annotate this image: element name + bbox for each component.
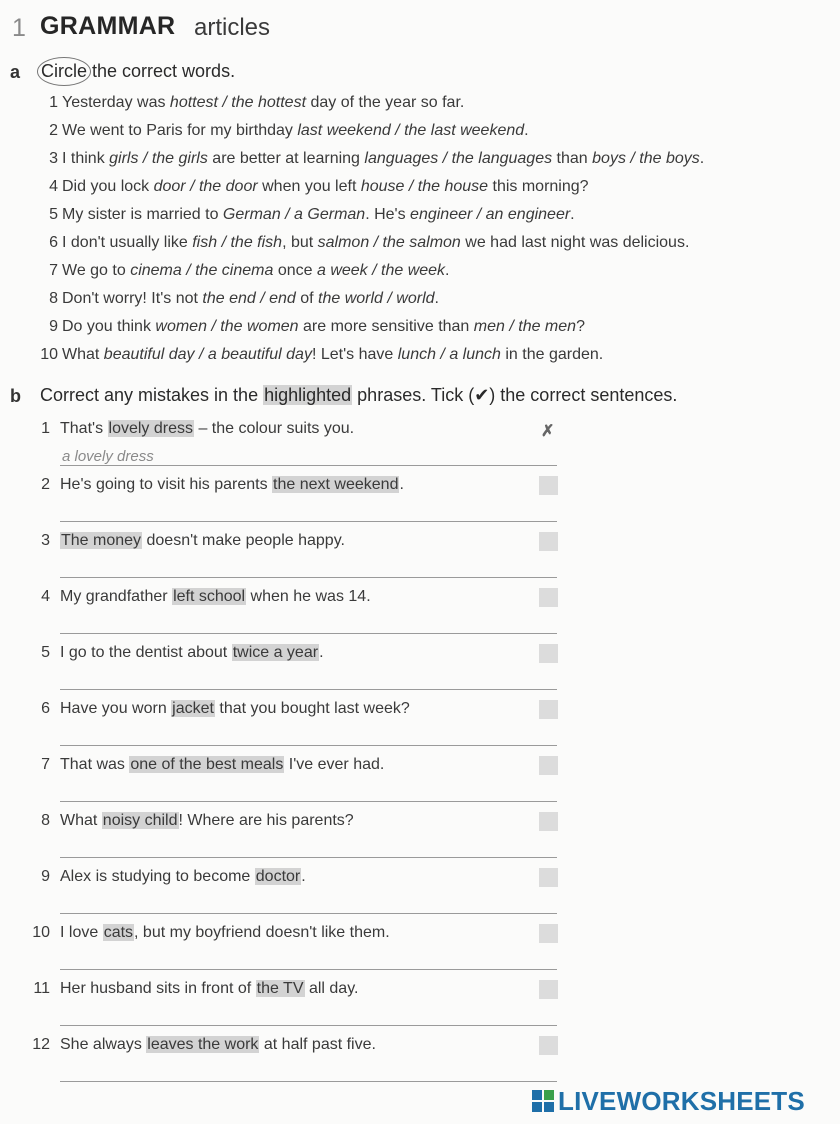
sentence-text: we had last night was delicious. [460,234,690,251]
sentence-text: in the garden. [500,346,604,363]
answer-line[interactable] [60,1007,557,1026]
sentence-text: That was [60,756,130,773]
exercise-a-item [30,150,704,168]
tick-box[interactable] [539,924,558,943]
exercise-a-item [30,178,589,196]
answer-line[interactable] [60,895,557,914]
sentence-text: Alex is studying to become [60,868,255,885]
exercise-a-item [30,262,450,280]
item-number: 11 [33,980,50,997]
exercise-b-item [30,924,390,942]
highlighted-phrase: twice a year [232,644,319,661]
exercise-b-item [30,532,345,550]
sentence-text: ? [576,318,585,335]
item-number: 3 [49,150,58,167]
sentence-text: ! Let's have [311,346,398,363]
exercise-a-item [30,234,689,252]
exercise-b-item [30,588,371,606]
exercise-b-item [30,756,384,774]
item-number: 10 [32,924,50,941]
sentence-text: Yesterday was [62,94,170,111]
item-number: 9 [49,318,58,335]
answer-line[interactable] [60,503,557,522]
tick-box[interactable] [539,644,558,663]
sentence-text: day of the year so far. [306,94,465,111]
page-title: GRAMMAR [40,12,176,40]
sentence-text: . [399,476,404,493]
item-number: 6 [49,234,58,251]
answer-text[interactable]: a lovely dress [62,448,154,465]
tick-box[interactable] [539,980,558,999]
sentence-text: . [524,122,529,139]
answer-line[interactable] [60,951,557,970]
item-number: 9 [41,868,50,885]
sentence-text: ! Where are his parents? [178,812,354,829]
section-a-instruction-rest: the correct words. [87,61,236,81]
sentence-text: What [60,812,102,829]
sentence-text: . [434,290,439,307]
sentence-text: of [295,290,319,307]
sentence-text: I think [62,150,110,167]
exercise-a-item [30,346,603,364]
item-number: 7 [49,262,58,279]
word-choice[interactable]: beautiful day / a beautiful day [103,346,312,363]
section-b-instruction-post: phrases. Tick (✔) the correct sentences. [352,385,678,405]
section-a-instruction [41,61,235,82]
highlighted-phrase: leaves the work [147,1036,259,1053]
exercise-b-item [30,812,354,830]
item-number: 7 [41,756,50,773]
sentence-text: . [699,150,705,167]
word-choice[interactable]: boys / the boys [592,150,700,167]
word-choice[interactable]: men / the men [473,318,577,335]
sentence-text: this morning? [488,178,589,195]
exercise-a-item [30,94,464,112]
logo-icon [532,1090,554,1112]
circled-word: Circle [41,61,88,81]
exercise-a-item [30,206,575,224]
item-number: 3 [41,532,50,549]
tick-box[interactable] [539,756,558,775]
word-choice[interactable]: lunch / a lunch [397,346,501,363]
item-number: 6 [41,700,50,717]
answer-line[interactable] [60,615,557,634]
word-choice[interactable]: fish / the fish [192,234,283,251]
sentence-text: Don't worry! It's not [62,290,203,307]
highlighted-phrase: cats [103,924,134,941]
item-number: 1 [41,420,50,437]
exercise-a-item [30,290,439,308]
sentence-text: are more sensitive than [298,318,474,335]
item-number: 4 [41,588,50,605]
highlighted-phrase: left school [173,588,246,605]
exercise-b-item [30,1036,376,1054]
tick-box[interactable] [539,700,558,719]
item-number: 8 [49,290,58,307]
tick-box[interactable] [539,812,558,831]
sentence-text: What [62,346,104,363]
exercise-b-item [30,420,354,438]
item-number: 4 [49,178,58,195]
tick-box[interactable] [539,588,558,607]
answer-line[interactable] [60,727,557,746]
exercise-b-item [30,476,404,494]
sentence-text: that you bought last week? [214,700,410,717]
sentence-text: . [570,206,575,223]
highlighted-phrase: lovely dress [108,420,193,437]
word-choice[interactable]: house / the house [360,178,489,195]
sentence-text: are better at learning [207,150,365,167]
sentence-text: . [301,868,306,885]
word-choice[interactable]: cinema / the cinema [130,262,274,279]
item-number: 12 [32,1036,50,1053]
highlighted-phrase: the TV [256,980,304,997]
sentence-text: when he was 14. [246,588,371,605]
answer-line[interactable] [60,671,557,690]
section-b-letter: b [10,386,21,406]
sentence-text: I go to the dentist about [60,644,232,661]
exercise-b-item [30,700,410,718]
sentence-text: I love [60,924,103,941]
tick-box[interactable] [539,532,558,551]
item-number: 2 [49,122,58,139]
word-choice[interactable]: engineer / an engineer [410,206,571,223]
sentence-text: We go to [62,262,131,279]
sentence-text: My grandfather [60,588,173,605]
item-number: 5 [49,206,58,223]
item-number: 2 [41,476,50,493]
sentence-text: . [445,262,450,279]
item-number: 1 [49,94,58,111]
word-choice[interactable]: the world / world [318,290,435,307]
word-choice[interactable]: German / a German [222,206,366,223]
sentence-text: once [273,262,317,279]
exercise-a-item [30,318,585,336]
section-b-instruction-highlight: highlighted [264,385,352,405]
sentence-text: That's [60,420,108,437]
word-choice[interactable]: salmon / the salmon [317,234,461,251]
exercise-b-item [30,868,306,886]
exercise-b-item [30,980,358,998]
exercise-a-item [30,122,529,140]
sentence-text: Her husband sits in front of [60,980,256,997]
sentence-text: My sister is married to [62,206,223,223]
word-choice[interactable]: girls / the girls [109,150,208,167]
sentence-text: – the colour suits you. [194,420,355,437]
item-number: 8 [41,812,50,829]
sentence-text: . [319,644,324,661]
highlighted-phrase: the next weekend [273,476,399,493]
answer-line[interactable] [60,1063,557,1082]
exercise-number: 1 [12,14,26,42]
sentence-text: Have you worn [60,700,172,717]
word-choice[interactable]: women / the women [155,318,299,335]
highlighted-phrase: doctor [255,868,301,885]
sentence-text: at half past five. [259,1036,376,1053]
word-choice[interactable]: a week / the week [316,262,446,279]
word-choice[interactable]: languages / the languages [364,150,553,167]
highlighted-phrase: one of the best meals [130,756,284,773]
answer-line[interactable] [60,839,557,858]
exercise-b-item [30,644,324,662]
sentence-text: . He's [365,206,411,223]
sentence-text: , but [282,234,318,251]
sentence-text: doesn't make people happy. [142,532,345,549]
sentence-text: I've ever had. [284,756,385,773]
answer-line[interactable] [60,783,557,802]
sentence-text: Do you think [62,318,156,335]
sentence-text: when you left [257,178,361,195]
tick-box[interactable] [539,868,558,887]
answer-line[interactable] [60,559,557,578]
cross-mark-icon[interactable]: ✗ [541,423,555,440]
item-number: 5 [41,644,50,661]
sentence-text: I don't usually like [62,234,193,251]
word-choice[interactable]: door / the door [153,178,258,195]
word-choice[interactable]: the end / end [202,290,296,307]
page-subtitle: articles [194,14,271,41]
word-choice[interactable]: hottest / the hottest [169,94,307,111]
sentence-text: We went to Paris for my birthday [62,122,298,139]
sentence-text: , but my boyfriend doesn't like them. [134,924,390,941]
sentence-text: all day. [304,980,359,997]
sentence-text: He's going to visit his parents [60,476,273,493]
highlighted-phrase: The money [61,532,142,549]
sentence-text: Did you lock [62,178,154,195]
section-a-letter: a [10,62,21,82]
liveworksheets-logo [532,1086,805,1116]
logo-text: LIVEWORKSHEETS [558,1085,805,1116]
section-b-instruction-pre: Correct any mistakes in the [40,385,264,405]
section-b-instruction [40,385,677,406]
sentence-text: She always [60,1036,147,1053]
word-choice[interactable]: last weekend / the last weekend [297,122,525,139]
sentence-text: than [552,150,593,167]
highlighted-phrase: jacket [172,700,214,717]
item-number: 10 [40,346,58,363]
tick-box[interactable] [539,476,558,495]
highlighted-phrase: noisy child [102,812,178,829]
tick-box[interactable] [539,1036,558,1055]
